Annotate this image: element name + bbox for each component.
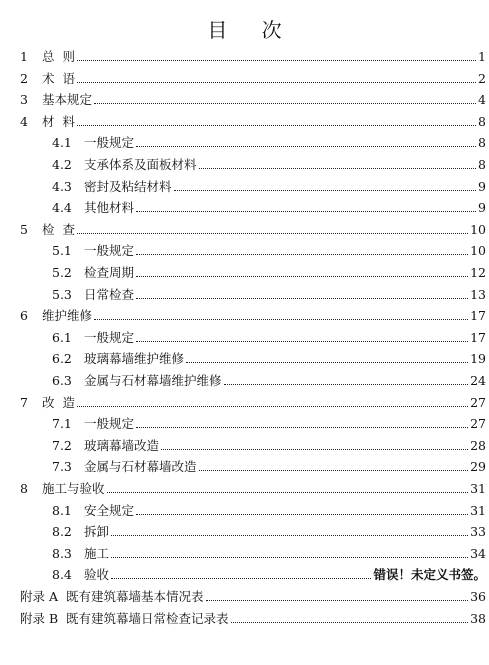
toc-entry[interactable]	[0, 44, 489, 64]
toc-entry-page: 28	[470, 437, 486, 453]
toc-entry-leader	[111, 577, 371, 579]
toc-entry[interactable]	[0, 454, 489, 474]
page-title: 目 次	[207, 18, 296, 42]
toc-entry-title: 基本规定	[42, 92, 93, 108]
toc-entry-number: 6.3	[52, 373, 72, 388]
toc-entry[interactable]	[0, 109, 489, 129]
toc-entry-title: 施工	[84, 545, 110, 561]
toc-entry-page: 38	[470, 610, 486, 626]
toc-entry-leader	[136, 513, 468, 515]
toc-entry-page: 2	[478, 70, 486, 86]
toc-entry-number: 7	[20, 394, 28, 410]
toc-entry-page: 8	[478, 135, 486, 151]
toc-entry-number: 7.1	[52, 416, 72, 432]
toc-entry[interactable]	[0, 260, 489, 280]
toc-entry-page: 错误！未定义书签。	[373, 567, 486, 583]
toc-entry[interactable]	[0, 87, 489, 107]
toc-entry[interactable]	[0, 130, 489, 150]
toc-entry[interactable]	[0, 325, 489, 345]
toc-entry-leader	[206, 599, 469, 601]
toc-entry-leader	[136, 275, 468, 277]
toc-entry-title: 检 查	[42, 221, 75, 237]
toc-entry-leader	[161, 448, 468, 450]
toc-entry-leader	[199, 167, 477, 169]
toc-entry-leader	[94, 318, 468, 320]
toc-entry-page: 12	[470, 265, 486, 280]
toc-entry-number: 8.4	[52, 567, 72, 583]
toc-entry[interactable]	[0, 390, 489, 410]
toc-entry-leader	[174, 189, 477, 191]
toc-entry-number: 2	[20, 70, 28, 86]
toc-entry-title: 支承体系及面板材料	[84, 157, 197, 172]
toc-entry[interactable]	[0, 476, 489, 496]
toc-entry-leader	[107, 491, 469, 493]
toc-entry-title: 维护维修	[42, 308, 93, 324]
toc-entry[interactable]	[0, 411, 489, 431]
toc-entry-page: 24	[470, 373, 486, 388]
toc-entry-title: 验收	[84, 567, 110, 583]
toc-entry-page: 10	[470, 243, 486, 259]
toc-entry-number: 附录 B	[20, 610, 59, 626]
toc-entry[interactable]	[0, 584, 489, 604]
toc-entry-number: 6	[20, 308, 28, 324]
toc-entry-title: 密封及粘结材料	[84, 178, 172, 194]
toc-entry-number: 5	[20, 221, 28, 237]
toc-entry-page: 17	[470, 329, 486, 345]
toc-entry-page: 9	[478, 200, 486, 216]
toc-entry-number: 8.1	[52, 502, 72, 518]
toc-entry-page: 33	[470, 524, 486, 540]
toc-entry-title: 安全规定	[84, 502, 135, 518]
toc-entry-page: 31	[470, 481, 486, 496]
toc-entry[interactable]	[0, 433, 489, 453]
toc-entry-leader	[136, 145, 476, 147]
toc-entry[interactable]	[0, 519, 489, 539]
toc-entry-number: 1	[20, 49, 28, 64]
toc-entry-number: 4.1	[52, 135, 72, 151]
toc-entry-title: 其他材料	[84, 200, 135, 216]
toc-entry-title: 一般规定	[84, 135, 135, 151]
toc-entry-title: 总 则	[42, 49, 75, 64]
toc-entry-number: 7.2	[52, 437, 72, 453]
toc-entry[interactable]	[0, 195, 489, 215]
toc-entry-title: 金属与石材幕墙维护维修	[84, 373, 222, 388]
toc-entry-leader	[77, 81, 476, 83]
toc-entry[interactable]	[0, 303, 489, 323]
toc-entry-page: 27	[470, 416, 486, 432]
toc-entry-page: 29	[470, 459, 486, 475]
toc-entry-number: 8.3	[52, 545, 72, 561]
toc-entry-page: 27	[470, 394, 486, 410]
toc-entry-page: 10	[470, 221, 486, 237]
toc-entry-page: 17	[470, 308, 486, 324]
toc-entry[interactable]	[0, 174, 489, 194]
toc-entry-page: 19	[470, 351, 486, 367]
toc-entry-title: 玻璃幕墙改造	[84, 437, 160, 453]
toc-entry[interactable]	[0, 217, 489, 237]
toc-entry[interactable]	[0, 498, 489, 518]
toc-entry-page: 4	[478, 92, 486, 108]
toc-entry[interactable]	[0, 606, 489, 626]
toc-entry-leader	[136, 340, 468, 342]
toc-entry-number: 4.2	[52, 157, 72, 172]
toc-entry[interactable]	[0, 66, 489, 86]
toc-entry-leader	[111, 534, 468, 536]
toc-entry-leader	[94, 102, 476, 104]
toc-entry-leader	[77, 405, 468, 407]
toc-entry-number: 8.2	[52, 524, 72, 540]
toc-entry[interactable]	[0, 152, 489, 172]
toc-entry[interactable]	[0, 541, 489, 561]
toc-entry-number: 附录 A	[20, 589, 59, 604]
toc-entry-title: 一般规定	[84, 243, 135, 259]
toc-entry-page: 34	[470, 545, 486, 561]
toc-entry-number: 5.1	[52, 243, 72, 259]
toc-entry[interactable]	[0, 282, 489, 302]
toc-entry-page: 1	[478, 49, 486, 64]
toc-entry-title: 既有建筑幕墙基本情况表	[66, 589, 204, 604]
toc-entry-leader	[136, 210, 476, 212]
toc-entry-leader	[199, 469, 469, 471]
toc-entry-title: 改 造	[42, 394, 75, 410]
toc-entry-leader	[136, 253, 468, 255]
toc-entry[interactable]	[0, 346, 489, 366]
toc-entry-title: 术 语	[42, 70, 75, 86]
toc-entry-page: 9	[478, 178, 486, 194]
toc-entry-number: 4.3	[52, 178, 72, 194]
toc-entry-title: 日常检查	[84, 286, 135, 302]
toc-entry-title: 一般规定	[84, 416, 135, 432]
toc-entry-leader	[77, 124, 476, 126]
toc-entry[interactable]	[0, 368, 489, 388]
toc-entry-page: 31	[470, 502, 486, 518]
toc-entry-leader	[136, 426, 468, 428]
toc-entry-title: 既有建筑幕墙日常检查记录表	[66, 610, 229, 626]
toc-entry-leader	[136, 297, 468, 299]
toc-entry-page: 8	[478, 113, 486, 129]
toc-entry-number: 5.2	[52, 265, 72, 280]
toc-entry[interactable]	[0, 562, 489, 582]
toc-entry-title: 施工与验收	[42, 481, 105, 496]
toc-entry-title: 玻璃幕墙维护维修	[84, 351, 185, 367]
toc-entry-leader	[77, 59, 476, 61]
toc-entry-number: 8	[20, 481, 28, 496]
toc-entry-page: 36	[470, 589, 486, 604]
toc-entry-page: 13	[470, 286, 486, 302]
toc-entry-number: 3	[20, 92, 28, 108]
toc-entry-number: 7.3	[52, 459, 72, 475]
toc-entry-leader	[77, 232, 468, 234]
toc-entry-number: 6.1	[52, 329, 72, 345]
toc-entry-number: 4	[20, 113, 28, 129]
toc-entry-title: 拆卸	[84, 524, 110, 540]
toc-entry-title: 检查周期	[84, 265, 135, 280]
toc-entry-leader	[186, 361, 468, 363]
toc-entry-leader	[231, 621, 469, 623]
toc-entry-number: 5.3	[52, 286, 72, 302]
toc-entry-number: 4.4	[52, 200, 72, 216]
toc-entry-title: 金属与石材幕墙改造	[84, 459, 197, 475]
toc-entry-leader	[224, 383, 469, 385]
toc-entry-leader	[111, 556, 468, 558]
toc-entry[interactable]	[0, 238, 489, 258]
toc-entry-number: 6.2	[52, 351, 72, 367]
toc-entry-title: 材 料	[42, 113, 75, 129]
toc-entry-title: 一般规定	[84, 329, 135, 345]
toc-entry-page: 8	[478, 157, 486, 172]
